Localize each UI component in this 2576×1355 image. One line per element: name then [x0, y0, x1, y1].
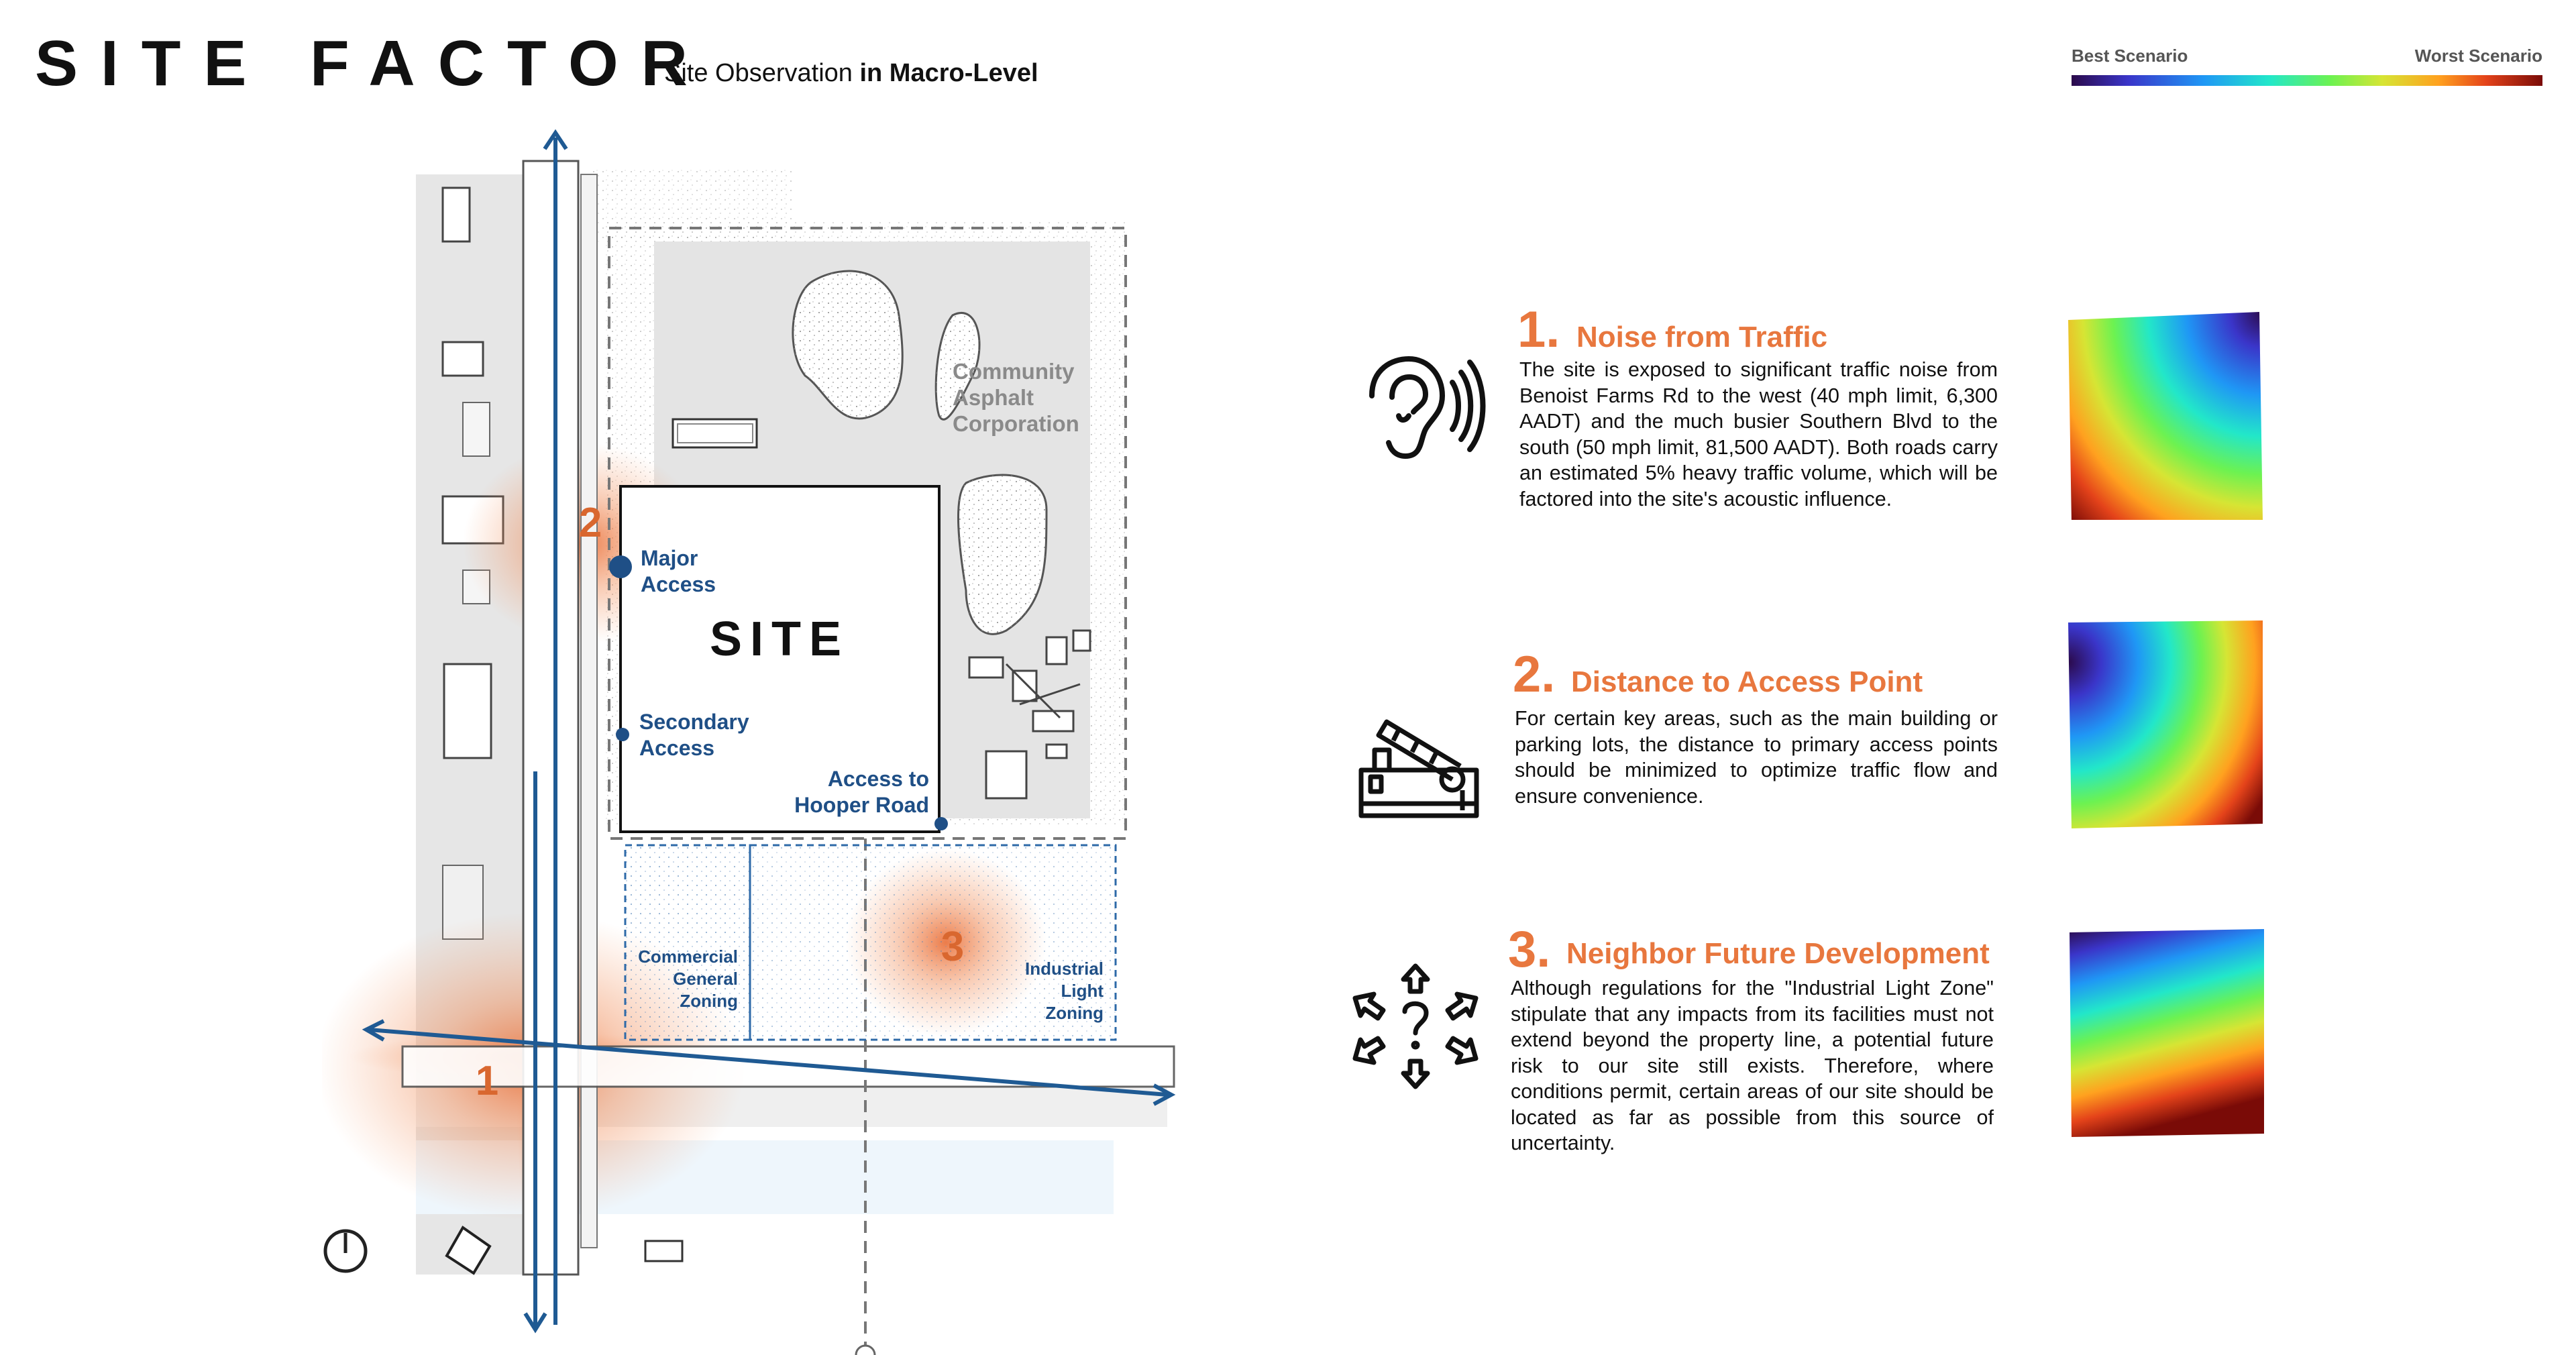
- major-access-point: [609, 555, 632, 578]
- legend-worst-label: Worst Scenario: [2414, 46, 2542, 66]
- factor-1-text: The site is exposed to significant traffic noise from Benoist Farms Rd to the west (40 mph limit, 6,300 AADT) and the much busier Southern Blvd to the south (50 mph limit, 81,500 AADT). Both roads carry an estimated 5% heavy traffic volume, which will be factored into the site's acoustic influence.: [1519, 358, 1998, 510]
- legend-best-label: Best Scenario: [2072, 46, 2188, 66]
- heatmap-access: [2068, 620, 2263, 828]
- subtitle-bold: in Macro-Level: [859, 59, 1038, 87]
- secondary-access-label-2: Access: [639, 736, 715, 760]
- commercial-zone-label-1: Commercial: [638, 946, 738, 967]
- neighbor-label-2: Asphalt: [953, 385, 1034, 410]
- factor-1-number: 1.: [1517, 301, 1560, 358]
- north-arrow-icon: [325, 1231, 366, 1271]
- map-marker-2: 2: [578, 500, 602, 546]
- factor-3-title: Neighbor Future Development: [1566, 937, 1990, 970]
- major-access-label-1: Major: [641, 546, 698, 570]
- factor-2-number: 2.: [1513, 646, 1556, 703]
- map-marker-1: 1: [475, 1058, 499, 1104]
- map-marker-3: 3: [941, 924, 965, 970]
- industrial-zone-label-2: Light: [1061, 981, 1104, 1001]
- ear-sound-icon: [1352, 342, 1486, 476]
- page-title: SITE FACTOR: [35, 28, 710, 99]
- site-map: [322, 121, 1194, 1355]
- site-label: SITE: [709, 612, 850, 666]
- secondary-access-point: [616, 728, 629, 741]
- small-building: [645, 1241, 682, 1261]
- factor-3-text: Although regulations for the "Industrial Light Zone" stipulate that any impacts from its facilities must not extend beyond the property line, a potential future risk to our site still exists. Therefore, where conditions permit, certain areas of our site should be located as far as possible from this source of uncertainty.: [1511, 977, 1994, 1154]
- heatmap-noise: [2068, 312, 2263, 520]
- factor-1-title: Noise from Traffic: [1576, 321, 1828, 354]
- secondary-access-label-1: Secondary: [639, 710, 749, 734]
- commercial-zone-label-3: Zoning: [680, 991, 738, 1011]
- industrial-zone-label-3: Zoning: [1045, 1003, 1104, 1023]
- heatmap-neighbor: [2070, 929, 2264, 1137]
- southern-blvd: [402, 1046, 1174, 1087]
- legend-gradient-bar: [2072, 75, 2542, 86]
- major-access-label-2: Access: [641, 572, 716, 596]
- commercial-zone-label-2: General: [673, 969, 738, 989]
- barrier-gate-icon: [1352, 696, 1486, 830]
- hooper-access-label-2: Hooper Road: [794, 793, 929, 817]
- hooper-access-point: [934, 817, 948, 830]
- factor-3-number: 3.: [1508, 921, 1551, 978]
- industrial-zone-label-1: Industrial: [1024, 959, 1104, 979]
- neighbor-label-1: Community: [953, 359, 1075, 384]
- hooper-access-label-1: Access to: [827, 767, 929, 791]
- subtitle-prefix: Site Observation: [664, 59, 853, 87]
- uncertainty-arrows-icon: [1348, 959, 1483, 1093]
- factor-2-text: For certain key areas, such as the main building or parking lots, the distance to primary access points should be minimized to optimize traffic flow and ensure convenience.: [1515, 707, 1998, 808]
- page-subtitle: [664, 59, 1038, 88]
- factor-2-title: Distance to Access Point: [1571, 665, 1923, 698]
- neighbor-label-3: Corporation: [953, 411, 1079, 436]
- benoist-farms-road: [523, 161, 578, 1275]
